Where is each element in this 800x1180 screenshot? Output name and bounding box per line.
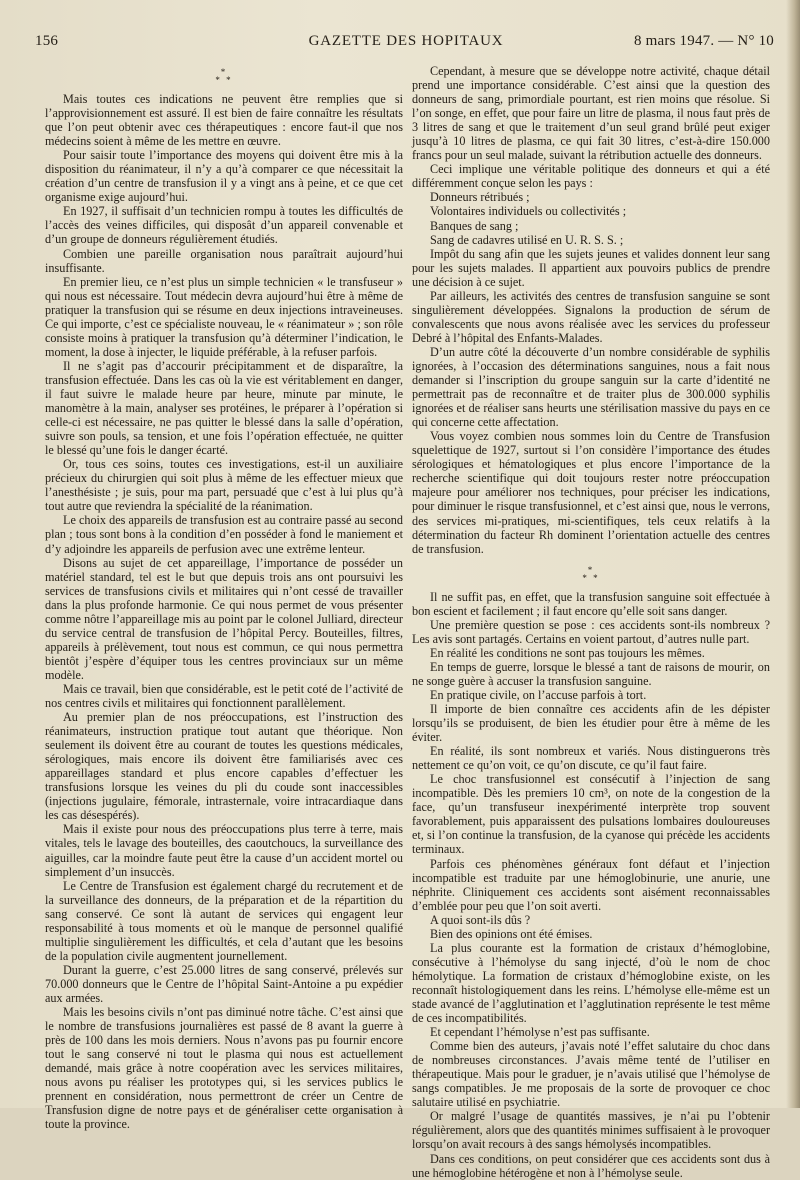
page-edge-shadow (786, 0, 800, 1108)
separator-star-top: * (220, 67, 228, 77)
list-item: Donneurs rétribués ; (430, 190, 530, 205)
paragraph: Dans ces conditions, on peut considérer que ces accidents sont dus à une hémoglobine hétérogène et non à l’hémolyse seule. (412, 1151, 770, 1180)
page-header (30, 33, 782, 55)
left-column (45, 64, 403, 1132)
paragraph: Il ne suffit pas, en effet, que la transfusion sanguine soit effectuée à bon escient et facilement ; il faut encore qu’elle soit sans danger. (412, 589, 770, 618)
paragraph: Parfois ces phénomènes généraux font défaut et l’injection incompatible est traduite par une hémoglobinurie, une anurie, une néphrite. Cliniquement ces accidents sont aisément reconnaissables d’emblée pour peu que l’on soit averti. (412, 856, 770, 913)
list-item: Impôt du sang afin que les sujets jeunes et valides donnent leur sang pour les sujets malades. Il appartient aux pouvoirs publics de prendre une décision à ce sujet. (412, 246, 770, 289)
list-item: Banques de sang ; (430, 218, 519, 233)
paragraph: Combien une pareille organisation nous paraîtrait aujourd’hui insuffisante. (45, 246, 403, 275)
paragraph: En temps de guerre, lorsque le blessé a tant de raisons de mourir, on ne songe guère à accuser la transfusion sanguine. (412, 659, 770, 688)
paragraph: Disons au sujet de cet appareillage, l’importance de posséder un matériel standard, tel est le but que depuis trois ans ont poursuivi les services de transfusions civils et militaires qui n’ont cessé de travailler dans la plus profonde harmonie. Ce qui nous permet de vous présenter comme nôtre l’appareillage mis au point par le colonel Julliard, directeur du service central de transfusion de l’hôpital Percy. Bouteilles, filtres, appareils à prélèvement, tout nous est commun, ce qui nous permettra bientôt j’espère d’équiper tous les centres provinciaux sur un même modèle. (45, 555, 403, 682)
paragraph: Bien des opinions ont été émises. (430, 926, 593, 941)
paragraph: Cependant, à mesure que se développe notre activité, chaque détail prend une importance considérable. C’est ainsi que la question des donneurs de sang, primordiale pourtant, est rien moins que résolue. Si l’on songe, en effet, que pour faire un litre de plasma, il nous faut près de 3 litres de sang et que le traitement d’un seul grand brûlé peut exiger jusqu’à 10 litres de plasma, ce qui fait 30 litres, c’est-à-dire 150.000 francs pour un seul malade, suivant la rétribution actuelle des donneurs. (412, 64, 770, 163)
paragraph: Durant la guerre, c’est 25.000 litres de sang conservé, prélevés sur 70.000 donneurs que le Centre de l’hôpital Saint-Antoine a pu expédier aux armées. (45, 962, 403, 1005)
separator-star-top: * (587, 564, 595, 575)
issue-date: 8 mars 1947. — N° 10 (634, 33, 774, 49)
paragraph: La plus courante est la formation de cristaux d’hémoglobine, consécutive à l’hémolyse du sang injecté, d’où le nom de choc hémolytique. La formation de cristaux d’hémoglobine existe, on les reconnaît histologiquement dans les reins. L’hémolyse elle-même est un stade avancé de l’agglutination et l’agglutination représente le test même de ces incompatibilités. (412, 940, 770, 1026)
paragraph: Il ne s’agit pas d’accourir précipitamment et de disparaître, la transfusion effectuée. Dans les cas où la vie est véritablement en danger, il faut suivre le malade heure par heure, minute par minute, le manomètre à la main, analyser ses protéines, le préparer à l’opération si celle-ci est nécessaire, ne pas quitter le blessé dans la salle d’opération, suivre son pouls, sa tension, et une fois l’opération effectuée, ne quitter le blessé qu’une fois le danger écarté. (45, 358, 403, 458)
page-number: 156 (35, 33, 59, 49)
paragraph: En 1927, il suffisait d’un technicien rompu à toutes les difficultés de l’accès des veines difficiles, qui disposât d’un appareil convenable et d’un groupe de donneurs régulièrement étudiés. (45, 204, 403, 247)
paragraph: Or malgré l’usage de quantités massives, je n’ai pu l’obtenir régulièrement, alors que des quantités minimes suffisaient à le provoquer lorsqu’on avait recours à des sangs hémolysés incompatibles. (412, 1109, 770, 1152)
paragraph: Comme bien des auteurs, j’avais noté l’effet salutaire du choc dans de nombreuses circonstances. J’avais même tenté de l’utiliser en thérapeutique. Mais pour le graduer, je n’avais utilisé que l’hémolyse de sangs compatibles. Je me proposais de la sorte de provoquer ce choc salutaire utilisé en psychiatrie. (412, 1039, 770, 1110)
paragraph: Le Centre de Transfusion est également chargé du recrutement et de la surveillance des donneurs, de la préparation et de la répartition du sang conservé. Ce sont là autant de services qui engagent leur responsabilité à tous moments et où le manque de personnel qualifié multiplie singulièrement les difficultés, et cela d’autant que les besoins de la population civile augmentent journellement. (45, 878, 403, 963)
paragraph: Mais ce travail, bien que considérable, est le petit coté de l’activité de nos centres civils et militaires qui fonctionnent parallèlement. (45, 681, 403, 711)
paragraph: Vous voyez combien nous sommes loin du Centre de Transfusion squelettique de 1927, surtout si l’on considère l’importance des études sérologiques et hématologiques et plus encore l’importance de la recherche scientifique qui doit toujours rester notre préoccupation majeure pour améliorer nos techniques, pour préciser les indications, pour diminuer le risque transfusionnel, et c’est ainsi que, nous le verrons, des services mi-pratiques, mi-scientifiques, tels ceux relatifs à la détermination du facteur Rh dominent l’orientation actuelle des centres de transfusion. (412, 429, 770, 556)
journal-title: GAZETTE DES HOPITAUX (308, 33, 504, 49)
paragraph: Le choix des appareils de transfusion est au contraire passé au second plan ; tous sont bons à la condition d’en posséder à fond le maniement et d’y adjoindre les appareils de perfusion avec une extrême lenteur. (45, 513, 403, 556)
list-item: Volontaires individuels ou collectivités ; (430, 204, 627, 219)
list-item: Sang de cadavres utilisé en U. R. S. S. ; (430, 232, 624, 247)
paragraph: En pratique civile, on l’accuse parfois à tort. (430, 687, 647, 702)
section-separator (45, 68, 403, 84)
paragraph: D’un autre côté la découverte d’un nombre considérable de syphilis ignorées, à l’occasion des déterminations sanguines, nous a fait nous demander si l’inscription du groupe sanguin sur la carte d’identité ne permettrait pas de reconnaître et de traiter plus de 300.000 syphilis ignorées et de réaliser sans heurts une stérilisation massive du pays en ce qui concerne cette affectation. (412, 344, 770, 430)
paragraph: En premier lieu, ce n’est plus un simple technicien « le transfuseur » qui nous est nécessaire. Tout médecin devra aujourd’hui être à même de pratiquer la transfusion qui se résume en deux injections intraveineuses. Ce qui importe, c’est ce spécialiste nouveau, le « réanimateur » ; son rôle consiste moins à pratiquer la transfusion qu’à déterminer l’indication, le moment, la dose à injecter, le liquide préférable, à la refuser parfois. (45, 274, 403, 359)
section-separator (412, 566, 770, 582)
separator-star-bottom: * * (215, 75, 233, 85)
paragraph: Mais toutes ces indications ne peuvent être remplies que si l’approvisionnement est assuré. Il est bien de faire connaître les résultats que l’on peut obtenir avec ces thérapeutiques : encore faut-il que nos médecins soient à même de les mettre en œuvre. (45, 92, 403, 149)
paragraph: Il importe de bien connaître ces accidents afin de les dépister lorsqu’ils se produisent, de bien les étudier pour être à même de les éviter. (412, 702, 770, 745)
right-column (412, 64, 770, 1180)
paragraph: En réalité les conditions ne sont pas toujours les mêmes. (430, 645, 705, 660)
separator-star-bottom: * * (582, 572, 600, 583)
paragraph: En réalité, ils sont nombreux et variés. Nous distinguerons très nettement ce qu’on voit, ce qu’on discute, ce qu’il faut faire. (412, 744, 770, 773)
paragraph: Mais les besoins civils n’ont pas diminué notre tâche. C’est ainsi que le nombre de transfusions journalières est passé de 8 avant la guerre à près de 100 dans les mois derniers. Nous n’avons pas pu fournir encore tout le sang conservé ni tout le plasma qui nous est actuellement demandé, mais grâce à notre coopération avec les services militaires, nous avons pu réaliser les prototypes qui, si les services publics le prennent en considération, nous permettront de créer un Centre de Transfusion digne de notre pays et de généraliser cette organisation à toute la province. (45, 1005, 403, 1132)
paragraph: Ceci implique une véritable politique des donneurs et qui a été différemment conçue selon les pays : (412, 162, 770, 191)
paragraph: Le choc transfusionnel est consécutif à l’injection de sang incompatible. Dès les premiers 10 cm³, on note de la congestion de la face, qu’un transfuseur inexpérimenté interprète trop souvent favorablement, puis apparaissent des pulsations lombaires douloureuses et, si l’on continue la transfusion, de la cyanose qui précède les accidents terminaux. (412, 772, 770, 857)
paragraph: Par ailleurs, les activités des centres de transfusion sanguine se sont singulièrement développées. Signalons la production de sérum de convalescents que nous avons réalisée avec les services du professeur Debré à l’hôpital des Enfants-Malades. (412, 288, 770, 345)
paragraph: A quoi sont-ils dûs ? (430, 912, 531, 927)
paragraph: Une première question se pose : ces accidents sont-ils nombreux ? Les avis sont partagés. Certains en voient partout, d’autres nulle part. (412, 617, 770, 646)
paragraph: Au premier plan de nos préoccupations, est l’instruction des réanimateurs, instruction pratique tout autant que théorique. Non seulement ils doivent être au courant de toutes les questions médicales, sérologiques, mais encore ils doivent être familiarisés avec ces appareillages standard et plus encore capables d’effectuer les transfusions lorsque les veines du pli du coude sont inaccessibles (injections jugulaire, fémorale, intrasternale, voire intracardiaque dans les cas désespérés). (45, 710, 403, 823)
paragraph: Pour saisir toute l’importance des moyens qui doivent être mis à la disposition du réanimateur, il n’y a qu’à comparer ce que nécessitait la création d’un centre de transfusion il y a vingt ans à peine, et ce que cet organisme exige aujourd’hui. (45, 148, 403, 205)
paragraph: Et cependant l’hémolyse n’est pas suffisante. (430, 1025, 650, 1040)
paragraph: Or, tous ces soins, toutes ces investigations, est-il un auxiliaire précieux du chirurgien qui soit plus à même de les effectuer mieux que l’anesthésiste ; je suis, pour ma part, persuadé que c’est à lui plus qu’à tout autre que reviendra la spécialité de la réanimation. (45, 457, 403, 514)
paragraph: Mais il existe pour nous des préoccupations plus terre à terre, mais vitales, tels le lavage des bouteilles, des caoutchoucs, la surveillance des aiguilles, car la moindre faute peut être la cause d’un accident mortel ou simplement d’un insuccès. (45, 822, 403, 879)
